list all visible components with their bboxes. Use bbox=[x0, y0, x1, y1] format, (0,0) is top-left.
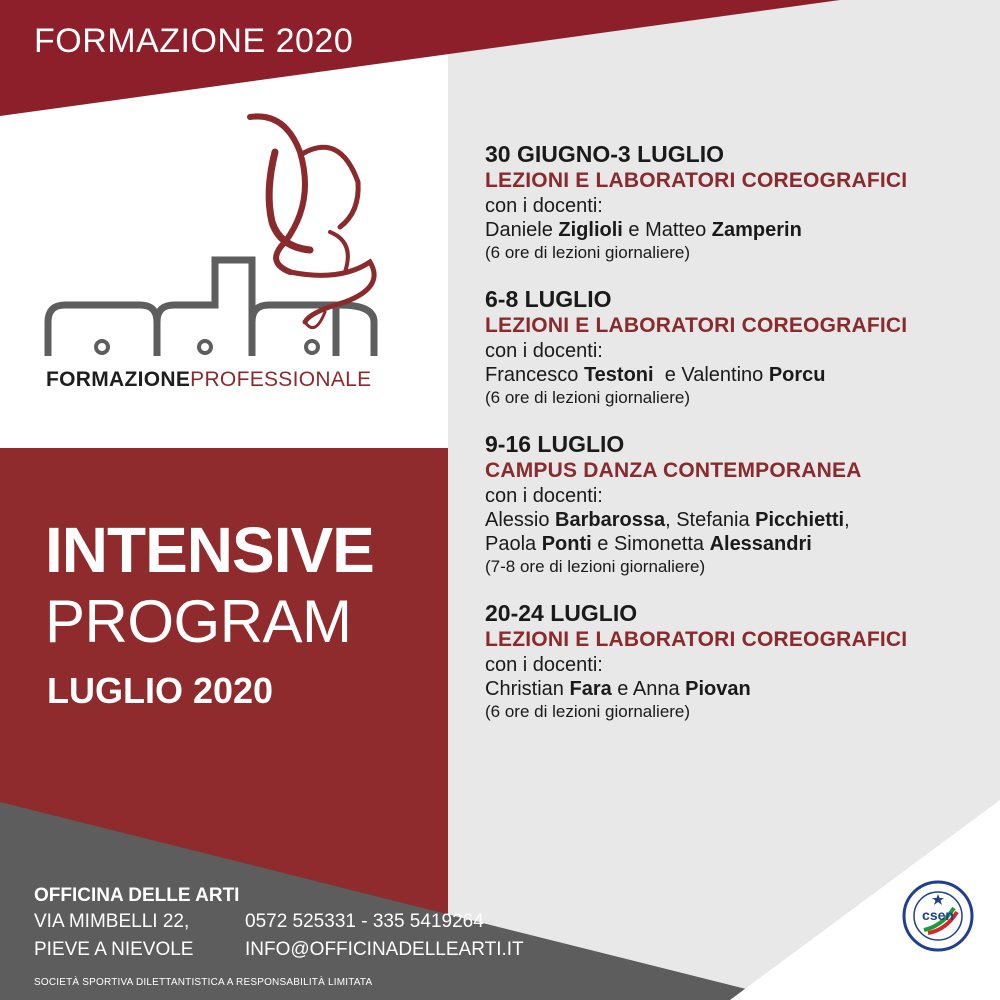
schedule-course: LEZIONI E LABORATORI COREOGRAFICI bbox=[485, 628, 908, 651]
teacher-last-name: Porcu bbox=[768, 364, 826, 386]
teacher-separator: e Anna bbox=[611, 678, 686, 700]
teacher-separator: , Stefania bbox=[665, 509, 756, 531]
footer-legal-note: SOCIETÀ SPORTIVA DILETTANTISTICA A RESPONSABILITÀ LIMITATA bbox=[34, 977, 373, 988]
teacher-last-name: Alessandri bbox=[709, 533, 812, 555]
teacher-first-name: Christian bbox=[485, 678, 570, 700]
teacher-separator: , bbox=[844, 509, 850, 531]
schedule-teachers bbox=[485, 532, 990, 556]
schedule-item bbox=[485, 430, 990, 577]
schedule-list bbox=[485, 140, 990, 744]
teacher-last-name: Picchietti bbox=[755, 509, 845, 531]
teacher-last-name: Zamperin bbox=[711, 219, 802, 241]
teacher-first-name: Paola bbox=[485, 533, 542, 555]
schedule-hours: (7-8 ore di lezioni giornaliere) bbox=[485, 557, 706, 576]
teacher-last-name: Piovan bbox=[685, 678, 751, 700]
footer-email-link[interactable]: INFO@OFFICINADELLEARTI.IT bbox=[245, 939, 524, 960]
schedule-date: 9-16 LUGLIO bbox=[485, 431, 625, 457]
dancer-logo-icon bbox=[40, 112, 385, 362]
teacher-last-name: Ziglioli bbox=[558, 219, 623, 241]
schedule-intro: con i docenti: bbox=[485, 654, 603, 676]
schedule-teachers bbox=[485, 218, 990, 242]
schedule-course: LEZIONI E LABORATORI COREOGRAFICI bbox=[485, 314, 908, 337]
schedule-intro: con i docenti: bbox=[485, 195, 603, 217]
schedule-hours: (6 ore di lezioni giornaliere) bbox=[485, 702, 691, 721]
logo-wordmark-bold: FORMAZIONE bbox=[46, 368, 191, 391]
csen-badge-icon bbox=[902, 880, 974, 952]
schedule-date: 20-24 LUGLIO bbox=[485, 600, 638, 626]
teacher-separator: e Matteo bbox=[622, 219, 712, 241]
footer-address-street: VIA MIMBELLI 22, bbox=[34, 911, 190, 932]
headline-program: PROGRAM bbox=[45, 588, 352, 655]
logo-wordmark bbox=[46, 368, 371, 392]
logo-wordmark-light: PROFESSIONALE bbox=[190, 368, 372, 391]
schedule-item bbox=[485, 140, 990, 263]
teacher-first-name: Francesco bbox=[485, 364, 584, 386]
footer-org-name: OFFICINA DELLE ARTI bbox=[34, 885, 240, 906]
teacher-separator: e Valentino bbox=[653, 364, 769, 386]
schedule-intro: con i docenti: bbox=[485, 340, 603, 362]
teacher-last-name: Testoni bbox=[583, 364, 654, 386]
schedule-item bbox=[485, 285, 990, 408]
schedule-intro: con i docenti: bbox=[485, 485, 603, 507]
teacher-last-name: Ponti bbox=[541, 533, 592, 555]
schedule-course: CAMPUS DANZA CONTEMPORANEA bbox=[485, 459, 862, 482]
page-header-title: FORMAZIONE 2020 bbox=[34, 22, 354, 60]
teacher-last-name: Fara bbox=[569, 678, 612, 700]
schedule-teachers bbox=[485, 677, 990, 701]
headline-month: LUGLIO 2020 bbox=[47, 670, 274, 711]
footer-address-city: PIEVE A NIEVOLE bbox=[34, 939, 194, 960]
teacher-last-name: Barbarossa bbox=[555, 509, 666, 531]
footer-phone[interactable]: 0572 525331 - 335 5419264 bbox=[245, 911, 484, 932]
headline-intensive: INTENSIVE bbox=[45, 514, 374, 586]
teacher-first-name: Alessio bbox=[485, 509, 556, 531]
schedule-item bbox=[485, 599, 990, 722]
schedule-teachers bbox=[485, 363, 990, 387]
schedule-hours: (6 ore di lezioni giornaliere) bbox=[485, 388, 691, 407]
teacher-first-name: Daniele bbox=[485, 219, 559, 241]
schedule-teachers bbox=[485, 508, 990, 532]
schedule-hours: (6 ore di lezioni giornaliere) bbox=[485, 243, 691, 262]
schedule-date: 30 GIUGNO-3 LUGLIO bbox=[485, 141, 724, 167]
csen-badge-label: csen bbox=[922, 907, 954, 923]
schedule-course: LEZIONI E LABORATORI COREOGRAFICI bbox=[485, 169, 908, 192]
teacher-separator: e Simonetta bbox=[591, 533, 710, 555]
schedule-date: 6-8 LUGLIO bbox=[485, 286, 612, 312]
